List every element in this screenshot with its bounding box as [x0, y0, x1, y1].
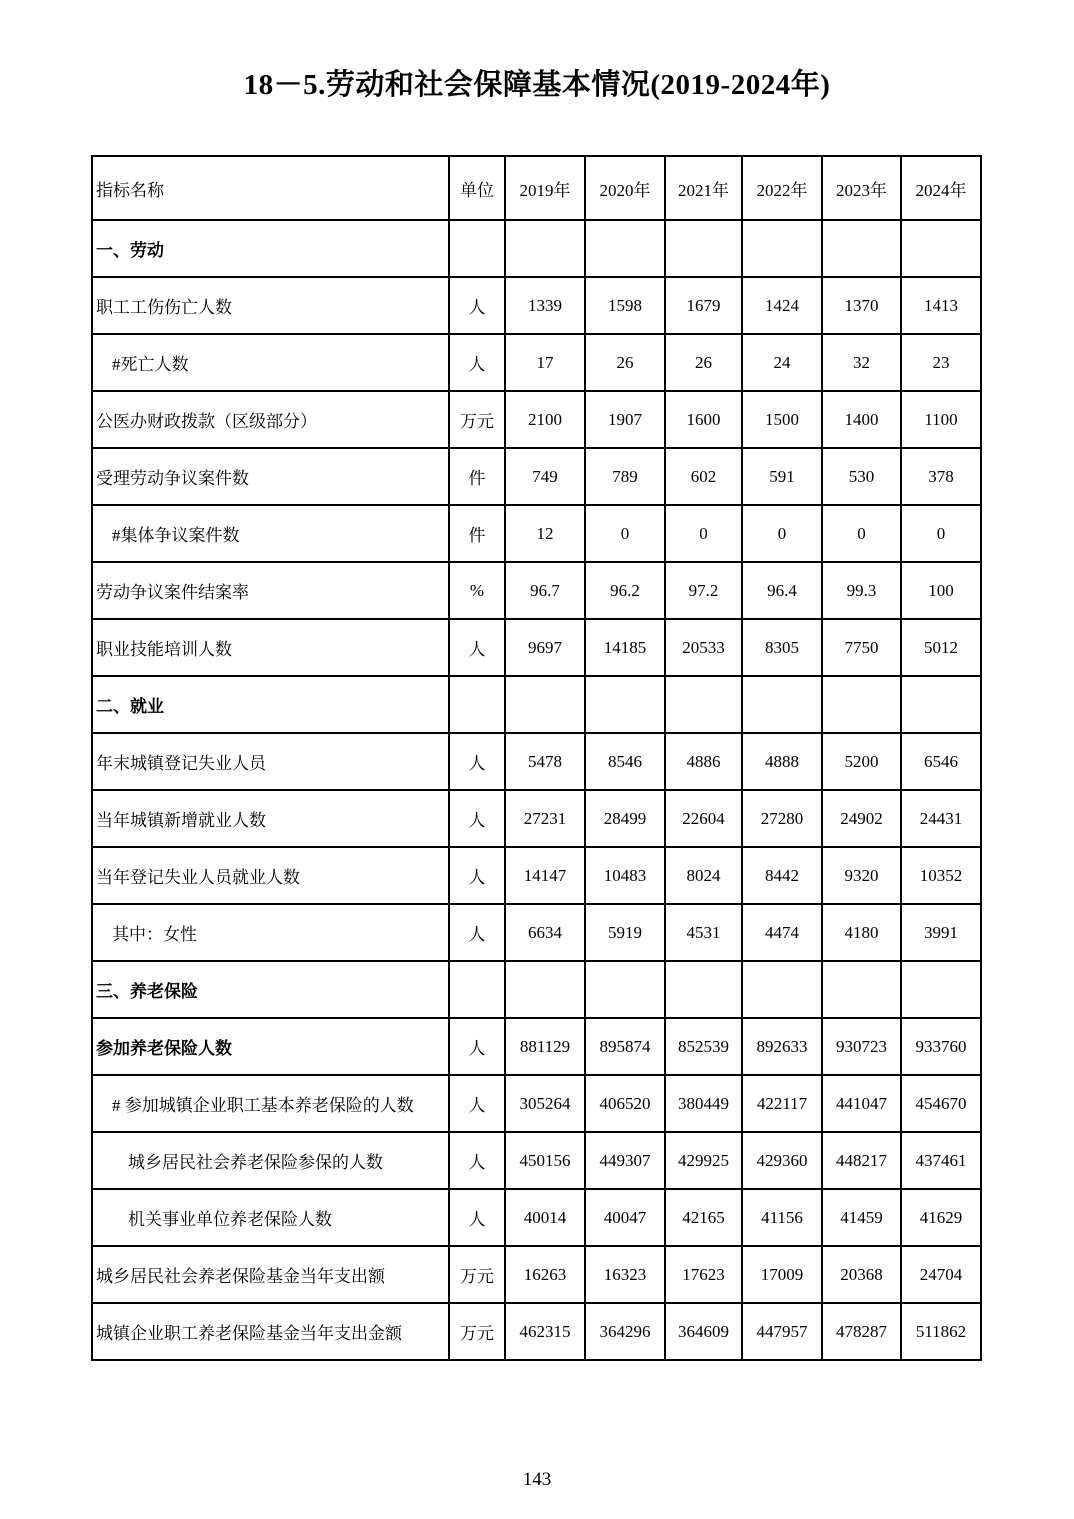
column-header: 2024年	[901, 156, 981, 220]
section-row	[92, 676, 981, 733]
value-cell: 602	[665, 448, 742, 505]
unit-cell: 人	[449, 733, 505, 790]
column-header: 2022年	[742, 156, 822, 220]
value-cell: 40014	[505, 1189, 585, 1246]
unit-cell: 人	[449, 1075, 505, 1132]
page-title: 18－5.劳动和社会保障基本情况(2019-2024年)	[243, 69, 831, 101]
value-cell: 364609	[665, 1303, 742, 1360]
value-cell: 14185	[585, 619, 665, 676]
table-row	[92, 1075, 981, 1132]
unit-cell	[449, 220, 505, 277]
indicator-label: 城镇企业职工养老保险基金当年支出金额	[92, 1303, 449, 1360]
value-cell: 4180	[822, 904, 901, 961]
value-cell	[742, 676, 822, 733]
value-cell: 462315	[505, 1303, 585, 1360]
value-cell: 380449	[665, 1075, 742, 1132]
value-cell: 1598	[585, 277, 665, 334]
value-cell: 23	[901, 334, 981, 391]
indicator-label: 三、养老保险	[92, 961, 449, 1018]
value-cell: 1100	[901, 391, 981, 448]
unit-cell	[449, 676, 505, 733]
value-cell: 511862	[901, 1303, 981, 1360]
value-cell: 4886	[665, 733, 742, 790]
value-cell: 422117	[742, 1075, 822, 1132]
value-cell: 749	[505, 448, 585, 505]
value-cell: 448217	[822, 1132, 901, 1189]
value-cell: 1370	[822, 277, 901, 334]
indicator-label: 职工工伤伤亡人数	[92, 277, 449, 334]
value-cell: 17	[505, 334, 585, 391]
value-cell: 8305	[742, 619, 822, 676]
value-cell: 933760	[901, 1018, 981, 1075]
indicator-label: 一、劳动	[92, 220, 449, 277]
value-cell: 41629	[901, 1189, 981, 1246]
value-cell: 378	[901, 448, 981, 505]
value-cell	[505, 220, 585, 277]
unit-cell: 人	[449, 847, 505, 904]
table-row	[92, 1303, 981, 1360]
table-row	[92, 1132, 981, 1189]
value-cell: 32	[822, 334, 901, 391]
indicator-label: 二、就业	[92, 676, 449, 733]
indicator-label: 其中：女性	[92, 904, 449, 961]
value-cell: 892633	[742, 1018, 822, 1075]
value-cell: 0	[585, 505, 665, 562]
value-cell: 22604	[665, 790, 742, 847]
value-cell: 1679	[665, 277, 742, 334]
header-row	[92, 156, 981, 220]
unit-cell: 件	[449, 505, 505, 562]
value-cell: 5012	[901, 619, 981, 676]
indicator-label: 当年登记失业人员就业人数	[92, 847, 449, 904]
table-row	[92, 1018, 981, 1075]
value-cell: 8024	[665, 847, 742, 904]
indicator-label: 城乡居民社会养老保险基金当年支出额	[92, 1246, 449, 1303]
value-cell: 12	[505, 505, 585, 562]
unit-cell: 人	[449, 790, 505, 847]
column-header: 2021年	[665, 156, 742, 220]
value-cell: 28499	[585, 790, 665, 847]
table-row	[92, 847, 981, 904]
value-cell: 6634	[505, 904, 585, 961]
value-cell: 8546	[585, 733, 665, 790]
value-cell: 5919	[585, 904, 665, 961]
value-cell: 3991	[901, 904, 981, 961]
value-cell: 429360	[742, 1132, 822, 1189]
unit-cell: 人	[449, 904, 505, 961]
value-cell: 20533	[665, 619, 742, 676]
value-cell: 41156	[742, 1189, 822, 1246]
value-cell	[585, 961, 665, 1018]
value-cell	[585, 676, 665, 733]
table-row	[92, 391, 981, 448]
table-row	[92, 277, 981, 334]
section-row	[92, 220, 981, 277]
value-cell: 6546	[901, 733, 981, 790]
value-cell: 10352	[901, 847, 981, 904]
value-cell: 4888	[742, 733, 822, 790]
value-cell: 42165	[665, 1189, 742, 1246]
value-cell	[585, 220, 665, 277]
indicator-label: 机关事业单位养老保险人数	[92, 1189, 449, 1246]
value-cell: 24704	[901, 1246, 981, 1303]
value-cell	[822, 676, 901, 733]
value-cell: 305264	[505, 1075, 585, 1132]
value-cell: 364296	[585, 1303, 665, 1360]
value-cell: 1600	[665, 391, 742, 448]
value-cell: 40047	[585, 1189, 665, 1246]
value-cell: 5478	[505, 733, 585, 790]
value-cell: 406520	[585, 1075, 665, 1132]
value-cell: 9697	[505, 619, 585, 676]
unit-cell: 人	[449, 1189, 505, 1246]
value-cell	[665, 961, 742, 1018]
value-cell: 24902	[822, 790, 901, 847]
indicator-label: 劳动争议案件结案率	[92, 562, 449, 619]
value-cell: 441047	[822, 1075, 901, 1132]
value-cell: 0	[665, 505, 742, 562]
value-cell: 97.2	[665, 562, 742, 619]
unit-cell: 人	[449, 1132, 505, 1189]
table-row	[92, 790, 981, 847]
value-cell: 96.4	[742, 562, 822, 619]
value-cell: 437461	[901, 1132, 981, 1189]
value-cell: 930723	[822, 1018, 901, 1075]
indicator-label: 受理劳动争议案件数	[92, 448, 449, 505]
indicator-label: 参加养老保险人数	[92, 1018, 449, 1075]
page-number: 143	[522, 1469, 552, 1490]
table-row	[92, 1189, 981, 1246]
value-cell: 17009	[742, 1246, 822, 1303]
unit-cell	[449, 961, 505, 1018]
value-cell: 478287	[822, 1303, 901, 1360]
value-cell	[665, 676, 742, 733]
value-cell: 10483	[585, 847, 665, 904]
value-cell: 429925	[665, 1132, 742, 1189]
table-row	[92, 562, 981, 619]
value-cell	[901, 676, 981, 733]
unit-cell: 人	[449, 619, 505, 676]
value-cell	[505, 961, 585, 1018]
value-cell: 14147	[505, 847, 585, 904]
indicator-label: 职业技能培训人数	[92, 619, 449, 676]
value-cell: 24	[742, 334, 822, 391]
value-cell: 27231	[505, 790, 585, 847]
value-cell: 1907	[585, 391, 665, 448]
value-cell: 1424	[742, 277, 822, 334]
value-cell: 789	[585, 448, 665, 505]
value-cell: 16323	[585, 1246, 665, 1303]
indicator-label: #死亡人数	[92, 334, 449, 391]
value-cell: 450156	[505, 1132, 585, 1189]
column-header: 2023年	[822, 156, 901, 220]
table-row	[92, 505, 981, 562]
column-header-indicator: 指标名称	[92, 156, 449, 220]
value-cell: 16263	[505, 1246, 585, 1303]
value-cell	[822, 961, 901, 1018]
table-row	[92, 448, 981, 505]
value-cell: 4474	[742, 904, 822, 961]
value-cell	[742, 220, 822, 277]
value-cell: 0	[901, 505, 981, 562]
value-cell: 1500	[742, 391, 822, 448]
stats-table	[91, 155, 982, 1361]
column-header: 单位	[449, 156, 505, 220]
value-cell: 96.7	[505, 562, 585, 619]
value-cell: 26	[665, 334, 742, 391]
indicator-label: #集体争议案件数	[92, 505, 449, 562]
value-cell: 454670	[901, 1075, 981, 1132]
unit-cell: 人	[449, 277, 505, 334]
value-cell: 881129	[505, 1018, 585, 1075]
value-cell: 100	[901, 562, 981, 619]
value-cell: 9320	[822, 847, 901, 904]
value-cell: 96.2	[585, 562, 665, 619]
indicator-label: 当年城镇新增就业人数	[92, 790, 449, 847]
value-cell	[742, 961, 822, 1018]
value-cell	[665, 220, 742, 277]
value-cell: 27280	[742, 790, 822, 847]
value-cell: 447957	[742, 1303, 822, 1360]
value-cell: 17623	[665, 1246, 742, 1303]
value-cell: 41459	[822, 1189, 901, 1246]
value-cell: 99.3	[822, 562, 901, 619]
value-cell: 0	[742, 505, 822, 562]
indicator-label: 年末城镇登记失业人员	[92, 733, 449, 790]
value-cell: 24431	[901, 790, 981, 847]
value-cell: 530	[822, 448, 901, 505]
value-cell: 2100	[505, 391, 585, 448]
unit-cell: 人	[449, 1018, 505, 1075]
indicator-label: 城乡居民社会养老保险参保的人数	[92, 1132, 449, 1189]
value-cell: 1413	[901, 277, 981, 334]
value-cell: 1400	[822, 391, 901, 448]
table-row	[92, 334, 981, 391]
value-cell: 8442	[742, 847, 822, 904]
unit-cell: %	[449, 562, 505, 619]
table-row	[92, 733, 981, 790]
value-cell: 1339	[505, 277, 585, 334]
table-row	[92, 619, 981, 676]
value-cell: 852539	[665, 1018, 742, 1075]
column-header: 2019年	[505, 156, 585, 220]
indicator-label: 公医办财政拨款（区级部分）	[92, 391, 449, 448]
column-header: 2020年	[585, 156, 665, 220]
value-cell: 591	[742, 448, 822, 505]
indicator-label: # 参加城镇企业职工基本养老保险的人数	[92, 1075, 449, 1132]
value-cell: 449307	[585, 1132, 665, 1189]
value-cell: 895874	[585, 1018, 665, 1075]
value-cell	[822, 220, 901, 277]
value-cell	[901, 961, 981, 1018]
unit-cell: 万元	[449, 1303, 505, 1360]
unit-cell: 件	[449, 448, 505, 505]
value-cell: 7750	[822, 619, 901, 676]
unit-cell: 人	[449, 334, 505, 391]
unit-cell: 万元	[449, 391, 505, 448]
value-cell: 0	[822, 505, 901, 562]
value-cell: 5200	[822, 733, 901, 790]
table-row	[92, 1246, 981, 1303]
value-cell: 26	[585, 334, 665, 391]
value-cell: 4531	[665, 904, 742, 961]
value-cell	[505, 676, 585, 733]
value-cell	[901, 220, 981, 277]
value-cell: 20368	[822, 1246, 901, 1303]
table-body	[92, 220, 981, 1360]
unit-cell: 万元	[449, 1246, 505, 1303]
table-row	[92, 904, 981, 961]
section-row	[92, 961, 981, 1018]
